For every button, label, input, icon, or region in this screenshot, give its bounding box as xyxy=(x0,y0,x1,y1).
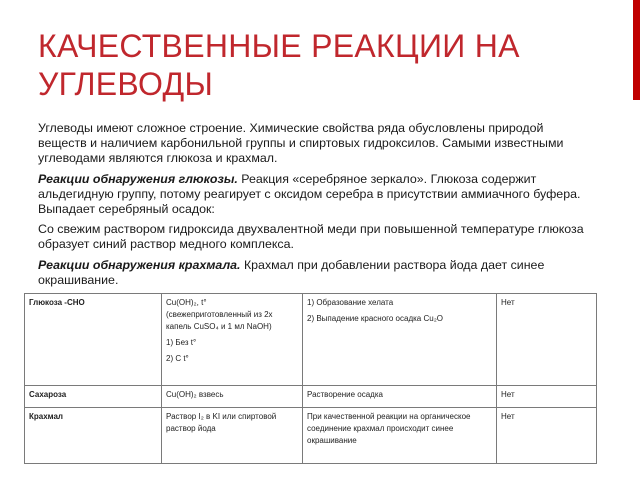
reactions-table-image xyxy=(24,293,597,465)
cell-sucrose-answer: Нет xyxy=(497,386,597,408)
slide-body xyxy=(38,121,594,293)
glucose-reagent-1: Cu(OH)₂, t° xyxy=(166,298,207,307)
paragraph-intro: Углеводы имеют сложное строение. Химические свойства ряда обусловлены природой веществ и наличием карбонильной группы и спиртовых гидроксилов. Самыми известными углеводами являются глюкоза и крахмал. xyxy=(38,121,564,166)
paragraph-starch xyxy=(38,258,594,288)
glucose-effect-2: 2) Выпадение красного осадка Cu₂O xyxy=(307,314,444,323)
reactions-table xyxy=(24,293,597,464)
glucose-reagent-4: 2) С t° xyxy=(166,354,189,363)
cell-sucrose-effect: Растворение осадка xyxy=(303,386,497,408)
glucose-heading: Реакции обнаружения глюкозы. xyxy=(38,171,238,186)
glucose-reagent-2: (свежеприготовленный из 2х капель CuSO₄ и 1 мл NaOH) xyxy=(166,310,273,331)
cell-starch-reagent: Раствор I₂ в KI или спиртовой раствор йода xyxy=(162,408,303,464)
cell-glucose-effect xyxy=(303,294,497,386)
cell-glucose-name: Глюкоза -СНО xyxy=(25,294,162,386)
glucose-reagent-3: 1) Без t° xyxy=(166,338,197,347)
cell-sucrose-reagent: Cu(OH)₂ взвесь xyxy=(162,386,303,408)
paragraph-copper: Со свежим раствором гидроксида двухвалентной меди при повышенной температуре глюкоза образует синий раствор медного комплекса. xyxy=(38,222,584,252)
accent-bar xyxy=(633,0,640,100)
slide-title: КАЧЕСТВЕННЫЕ РЕАКЦИИ НА УГЛЕВОДЫ xyxy=(38,28,520,102)
cell-glucose-answer: Нет xyxy=(497,294,597,386)
starch-heading: Реакции обнаружения крахмала. xyxy=(38,257,241,272)
cell-starch-answer: Нет xyxy=(497,408,597,464)
cell-starch-name: Крахмал xyxy=(25,408,162,464)
starch-text: Крахмал при добавлении раствора йода дает синее окрашивание. xyxy=(38,257,545,287)
cell-glucose-reagent xyxy=(162,294,303,386)
table-row-starch xyxy=(25,408,597,464)
cell-sucrose-name: Сахароза xyxy=(25,386,162,408)
cell-starch-effect: При качественной реакции на органическое соединение крахмал происходит синее окрашивание xyxy=(303,408,497,464)
paragraph-glucose xyxy=(38,172,594,218)
glucose-text: Реакция «серебряное зеркало». Глюкоза содержит альдегидную группу, потому реагирует с оксидом серебра в присутствии аммиачного буфера. Выпадает серебряный осадок: xyxy=(38,171,581,217)
table-row-glucose xyxy=(25,294,597,386)
table-row-sucrose xyxy=(25,386,597,408)
glucose-effect-1: 1) Образование хелата xyxy=(307,298,394,307)
